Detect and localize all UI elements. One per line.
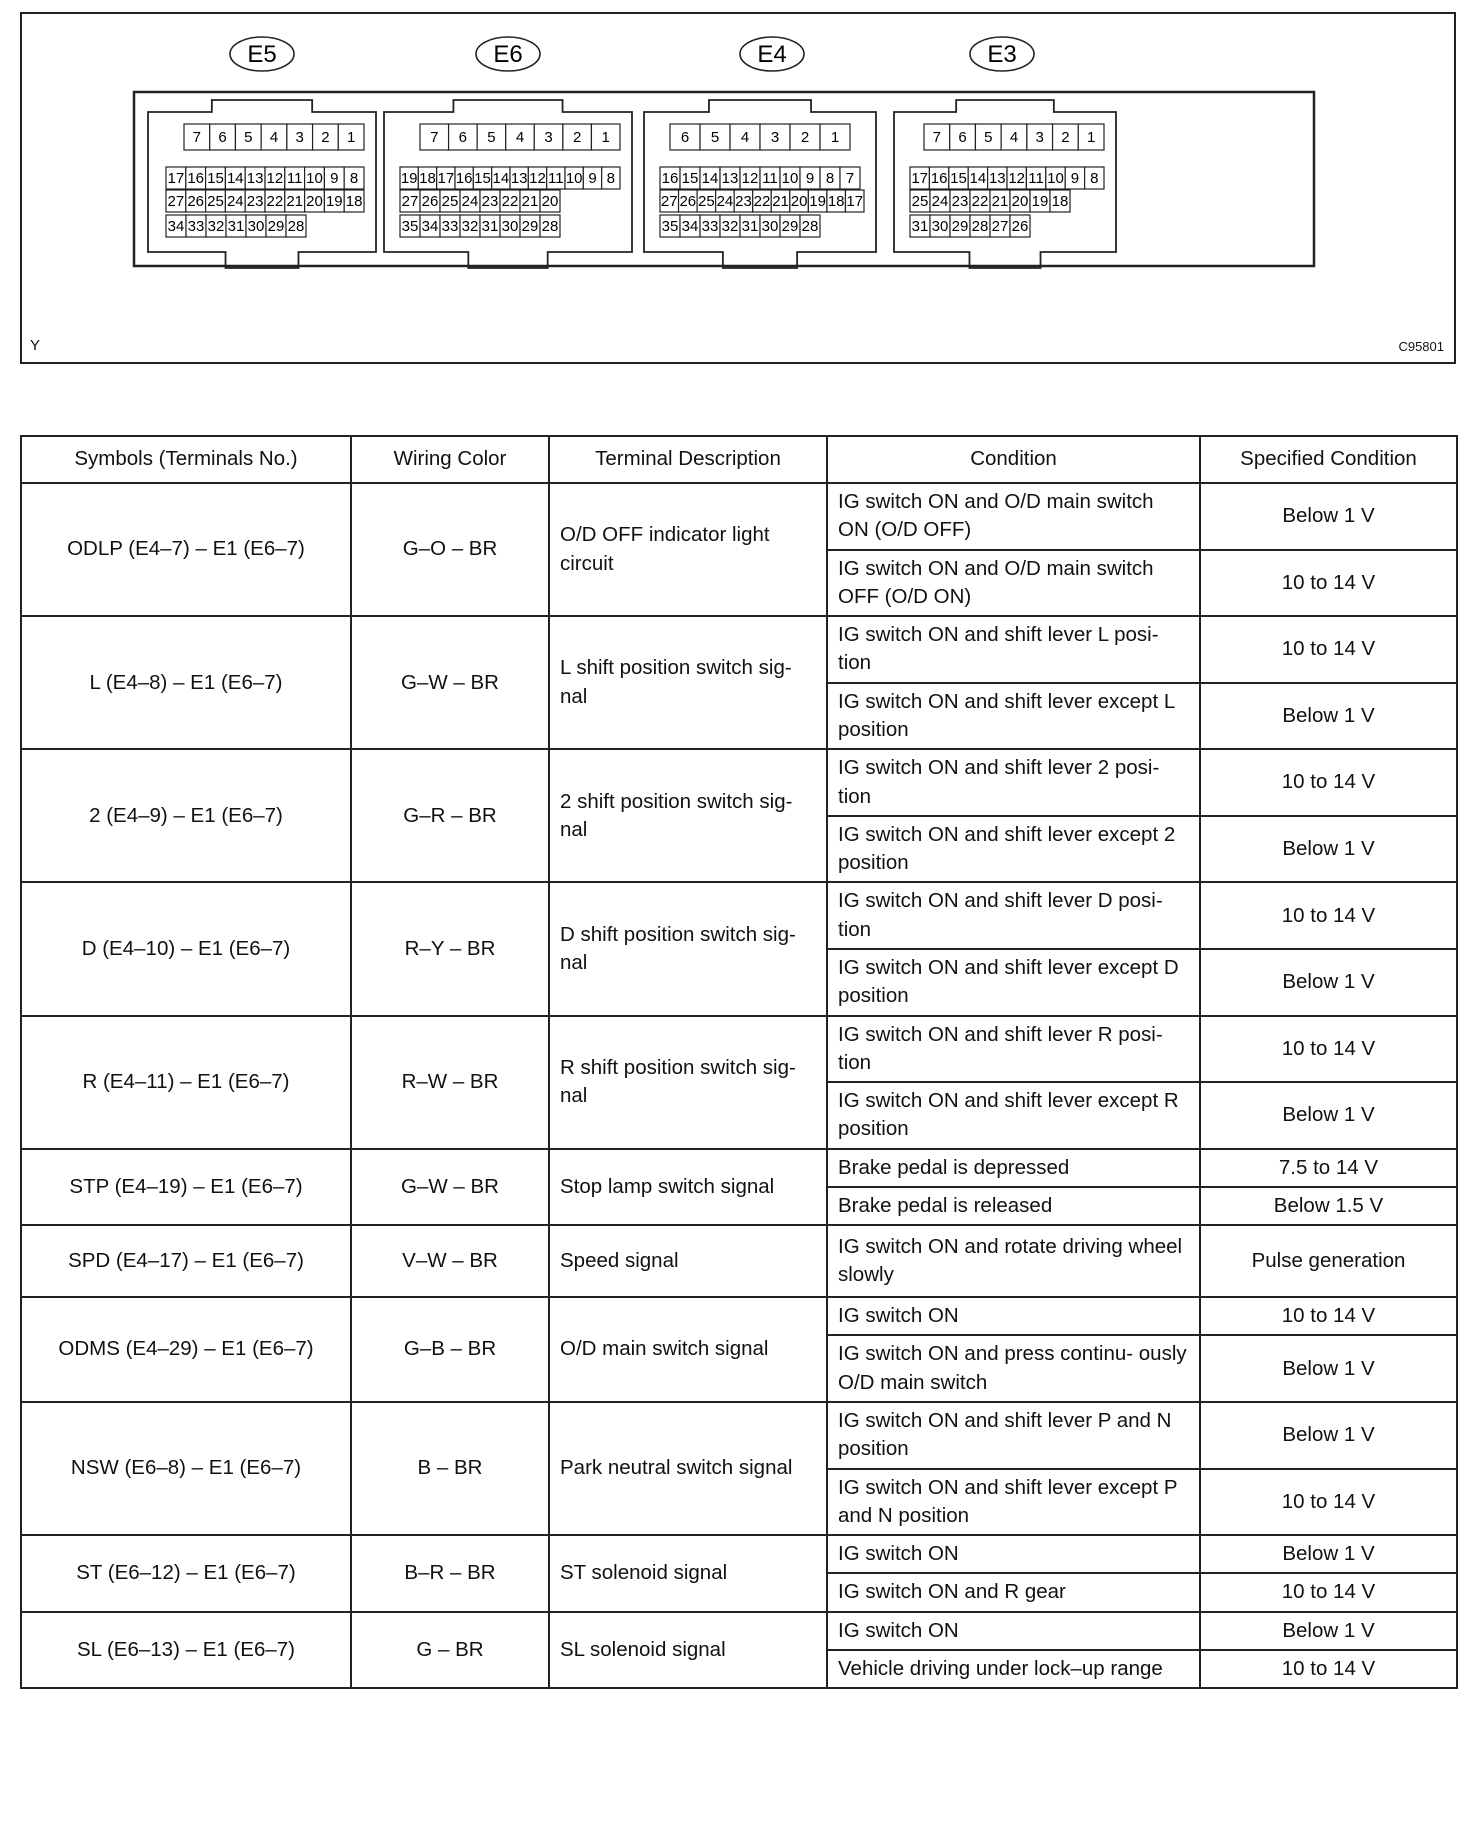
cell-terminal-description: ST solenoid signal <box>549 1535 827 1612</box>
pin-number: 20 <box>541 193 559 210</box>
pin-number: 19 <box>1031 193 1049 210</box>
view-marker: Y <box>30 337 41 354</box>
pin-number: 23 <box>481 193 499 210</box>
cell-symbol: R (E4–11) – E1 (E6–7) <box>21 1016 351 1149</box>
pin-number: 16 <box>187 170 205 187</box>
pin-number: 34 <box>421 218 439 235</box>
pin-number: 27 <box>401 193 419 210</box>
pin-number: 2 <box>800 129 810 146</box>
pin-number: 4 <box>515 129 525 146</box>
cell-symbol: ODLP (E4–7) – E1 (E6–7) <box>21 483 351 616</box>
table-row <box>21 1225 1457 1297</box>
cell-specified-condition: 10 to 14 V <box>1200 616 1457 683</box>
pin-number: 11 <box>1028 170 1044 187</box>
cell-terminal-description: Stop lamp switch signal <box>549 1149 827 1226</box>
table-row <box>21 1612 1457 1650</box>
pin-number: 11 <box>762 170 778 187</box>
pin-number: 6 <box>958 129 967 146</box>
cell-terminal-description: Speed signal <box>549 1225 827 1297</box>
connector-e6 <box>384 37 632 268</box>
cell-specified-condition: Pulse generation <box>1200 1225 1457 1297</box>
pin-number: 10 <box>781 170 799 187</box>
pin-number: 31 <box>227 218 245 235</box>
pin-number: 4 <box>269 129 279 146</box>
cell-symbol: L (E4–8) – E1 (E6–7) <box>21 616 351 749</box>
cell-condition: Vehicle driving under lock–up range <box>827 1650 1200 1688</box>
cell-specified-condition: Below 1.5 V <box>1200 1187 1457 1225</box>
cell-condition: IG switch ON and shift lever except P and N position <box>827 1469 1200 1536</box>
connector-e3 <box>894 37 1116 268</box>
cell-specified-condition: 10 to 14 V <box>1200 1469 1457 1536</box>
cell-condition: IG switch ON and shift lever P and N position <box>827 1402 1200 1469</box>
pin-number: 8 <box>349 170 359 187</box>
pin-number: 14 <box>492 170 510 187</box>
pin-number: 14 <box>701 170 719 187</box>
cell-specified-condition: Below 1 V <box>1200 1082 1457 1149</box>
table-row <box>21 616 1457 683</box>
cell-condition: IG switch ON and O/D main switch ON (O/D OFF) <box>827 483 1200 550</box>
header-symbols: Symbols (Terminals No.) <box>21 436 351 483</box>
cell-specified-condition: 10 to 14 V <box>1200 550 1457 617</box>
table-row <box>21 1297 1457 1335</box>
pin-number: 5 <box>487 129 496 146</box>
pin-number: 3 <box>544 129 553 146</box>
pin-number: 24 <box>716 193 734 210</box>
pin-number: 9 <box>330 170 339 187</box>
pin-number: 2 <box>321 129 330 146</box>
pin-number: 27 <box>660 193 678 210</box>
connector-e4 <box>644 37 876 268</box>
cell-condition: IG switch ON and R gear <box>827 1573 1200 1611</box>
connector-label: E3 <box>987 41 1017 68</box>
pin-number: 6 <box>680 129 690 146</box>
pin-number: 10 <box>565 170 583 187</box>
header-terminal-description: Terminal Description <box>549 436 827 483</box>
pin-number: 10 <box>306 170 323 187</box>
pin-number: 14 <box>226 170 244 187</box>
cell-terminal-description: 2 shift position switch sig- nal <box>549 749 827 882</box>
pin-number: 5 <box>710 129 720 146</box>
pin-number: 22 <box>753 193 771 210</box>
pin-number: 3 <box>295 129 304 146</box>
pin-number: 22 <box>971 193 989 210</box>
cell-condition: IG switch ON <box>827 1612 1200 1650</box>
pin-number: 9 <box>588 170 597 187</box>
table-row <box>21 1016 1457 1083</box>
pin-number: 3 <box>770 129 780 146</box>
pin-number: 15 <box>950 170 967 187</box>
pin-number: 29 <box>951 218 969 235</box>
pin-number: 20 <box>790 193 808 210</box>
cell-condition: Brake pedal is depressed <box>827 1149 1200 1187</box>
pin-number: 9 <box>1070 170 1080 187</box>
pin-number: 17 <box>846 193 864 210</box>
cell-terminal-description: L shift position switch sig- nal <box>549 616 827 749</box>
cell-symbol: STP (E4–19) – E1 (E6–7) <box>21 1149 351 1226</box>
table-header-row <box>21 436 1457 483</box>
pin-number: 17 <box>437 170 455 187</box>
cell-wiring-color: G–R – BR <box>351 749 549 882</box>
table-row <box>21 1149 1457 1187</box>
pin-number: 17 <box>167 170 185 187</box>
pin-number: 27 <box>167 193 185 210</box>
cell-specified-condition: Below 1 V <box>1200 683 1457 750</box>
table-row <box>21 1535 1457 1573</box>
terminal-spec-table <box>20 435 1458 1689</box>
pin-number: 31 <box>481 218 499 235</box>
pin-number: 16 <box>455 170 473 187</box>
cell-wiring-color: G–W – BR <box>351 1149 549 1226</box>
pin-number: 22 <box>266 193 284 210</box>
pin-number: 26 <box>679 193 697 210</box>
cell-specified-condition: Below 1 V <box>1200 1612 1457 1650</box>
pin-number: 12 <box>529 170 546 187</box>
pin-number: 11 <box>548 170 564 187</box>
cell-condition: IG switch ON <box>827 1297 1200 1335</box>
pin-number: 12 <box>266 170 284 187</box>
header-wiring-color: Wiring Color <box>351 436 549 483</box>
pin-number: 18 <box>827 193 845 210</box>
cell-specified-condition: 10 to 14 V <box>1200 1016 1457 1083</box>
cell-condition: IG switch ON and shift lever except 2 position <box>827 816 1200 883</box>
pin-number: 33 <box>441 218 459 235</box>
cell-terminal-description: O/D main switch signal <box>549 1297 827 1402</box>
pin-number: 31 <box>741 218 759 235</box>
pin-number: 16 <box>661 170 679 187</box>
cell-wiring-color: V–W – BR <box>351 1225 549 1297</box>
pin-number: 24 <box>461 193 479 210</box>
pin-number: 7 <box>845 170 855 187</box>
pin-number: 1 <box>346 129 356 146</box>
cell-wiring-color: G – BR <box>351 1612 549 1689</box>
pin-number: 35 <box>661 218 679 235</box>
cell-condition: IG switch ON and shift lever 2 posi- tion <box>827 749 1200 816</box>
cell-terminal-description: SL solenoid signal <box>549 1612 827 1689</box>
pin-number: 23 <box>735 193 752 210</box>
cell-specified-condition: 7.5 to 14 V <box>1200 1149 1457 1187</box>
cell-wiring-color: B – BR <box>351 1402 549 1535</box>
pin-number: 2 <box>1061 129 1070 146</box>
cell-condition: IG switch ON and rotate driving wheel slowly <box>827 1225 1200 1297</box>
cell-terminal-description: Park neutral switch signal <box>549 1402 827 1535</box>
connector-e5 <box>148 37 376 268</box>
pin-number: 28 <box>287 218 305 235</box>
cell-symbol: D (E4–10) – E1 (E6–7) <box>21 882 351 1015</box>
cell-terminal-description: O/D OFF indicator light circuit <box>549 483 827 616</box>
cell-symbol: SPD (E4–17) – E1 (E6–7) <box>21 1225 351 1297</box>
pin-number: 5 <box>244 129 253 146</box>
pin-number: 30 <box>501 218 519 235</box>
pin-number: 32 <box>207 218 225 235</box>
pin-number: 22 <box>501 193 519 210</box>
pin-number: 12 <box>1008 170 1026 187</box>
cell-condition: IG switch ON and shift lever L posi- tion <box>827 616 1200 683</box>
cell-condition: IG switch ON and O/D main switch OFF (O/D ON) <box>827 550 1200 617</box>
connector-diagram <box>20 12 1456 364</box>
cell-specified-condition: 10 to 14 V <box>1200 882 1457 949</box>
pin-number: 7 <box>430 129 439 146</box>
cell-wiring-color: G–W – BR <box>351 616 549 749</box>
connector-label: E5 <box>247 41 277 68</box>
cell-condition: IG switch ON and shift lever except R position <box>827 1082 1200 1149</box>
pin-number: 34 <box>681 218 699 235</box>
pin-number: 20 <box>306 193 323 210</box>
cell-specified-condition: 10 to 14 V <box>1200 1297 1457 1335</box>
cell-symbol: 2 (E4–9) – E1 (E6–7) <box>21 749 351 882</box>
pin-number: 33 <box>187 218 205 235</box>
cell-specified-condition: 10 to 14 V <box>1200 749 1457 816</box>
cell-condition: Brake pedal is released <box>827 1187 1200 1225</box>
pin-number: 18 <box>1051 193 1069 210</box>
table-row <box>21 1402 1457 1469</box>
pin-number: 33 <box>701 218 719 235</box>
pin-number: 30 <box>761 218 779 235</box>
pin-number: 25 <box>698 193 715 210</box>
header-specified-condition: Specified Condition <box>1200 436 1457 483</box>
pin-number: 11 <box>286 170 303 187</box>
pin-number: 12 <box>741 170 759 187</box>
cell-condition: IG switch ON <box>827 1535 1200 1573</box>
pin-number: 9 <box>805 170 815 187</box>
pin-number: 4 <box>1009 129 1019 146</box>
pin-number: 32 <box>461 218 479 235</box>
cell-condition: IG switch ON and shift lever except L position <box>827 683 1200 750</box>
pin-number: 21 <box>991 193 1009 210</box>
pin-number: 26 <box>187 193 205 210</box>
cell-symbol: NSW (E6–8) – E1 (E6–7) <box>21 1402 351 1535</box>
pin-number: 1 <box>830 129 840 146</box>
pin-number: 26 <box>421 193 439 210</box>
cell-specified-condition: Below 1 V <box>1200 1402 1457 1469</box>
cell-specified-condition: 10 to 14 V <box>1200 1650 1457 1688</box>
cell-symbol: ODMS (E4–29) – E1 (E6–7) <box>21 1297 351 1402</box>
pin-number: 35 <box>401 218 419 235</box>
cell-condition: IG switch ON and shift lever except D position <box>827 949 1200 1016</box>
pin-number: 29 <box>781 218 799 235</box>
pin-number: 32 <box>721 218 739 235</box>
pin-number: 1 <box>601 129 610 146</box>
pin-number: 21 <box>772 193 789 210</box>
pin-number: 28 <box>971 218 989 235</box>
cell-specified-condition: Below 1 V <box>1200 1535 1457 1573</box>
pin-number: 16 <box>930 170 948 187</box>
pin-number: 15 <box>681 170 699 187</box>
pin-number: 8 <box>825 170 835 187</box>
pin-number: 17 <box>911 170 929 187</box>
pin-number: 1 <box>1086 129 1096 146</box>
pin-number: 34 <box>167 218 185 235</box>
cell-wiring-color: B–R – BR <box>351 1535 549 1612</box>
table-row <box>21 749 1457 816</box>
pin-number: 28 <box>801 218 819 235</box>
header-condition: Condition <box>827 436 1200 483</box>
pin-number: 6 <box>218 129 227 146</box>
cell-condition: IG switch ON and shift lever R posi- tion <box>827 1016 1200 1083</box>
pin-number: 23 <box>246 193 264 210</box>
pin-number: 25 <box>441 193 459 210</box>
pin-number: 30 <box>931 218 949 235</box>
pin-number: 13 <box>988 170 1006 187</box>
pin-number: 15 <box>474 170 491 187</box>
pin-number: 29 <box>267 218 285 235</box>
pin-number: 13 <box>721 170 739 187</box>
cell-wiring-color: G–O – BR <box>351 483 549 616</box>
pin-number: 27 <box>991 218 1009 235</box>
pin-number: 28 <box>541 218 559 235</box>
pin-number: 5 <box>984 129 993 146</box>
pin-number: 13 <box>246 170 264 187</box>
cell-specified-condition: Below 1 V <box>1200 1335 1457 1402</box>
connector-drawing <box>22 14 1454 362</box>
pin-number: 30 <box>247 218 265 235</box>
pin-number: 13 <box>510 170 528 187</box>
pin-number: 6 <box>458 129 468 146</box>
pin-number: 26 <box>1011 218 1029 235</box>
pin-number: 14 <box>969 170 987 187</box>
pin-number: 3 <box>1035 129 1044 146</box>
cell-wiring-color: R–Y – BR <box>351 882 549 1015</box>
pin-number: 10 <box>1047 170 1064 187</box>
cell-wiring-color: R–W – BR <box>351 1016 549 1149</box>
cell-specified-condition: Below 1 V <box>1200 949 1457 1016</box>
table-row <box>21 882 1457 949</box>
pin-number: 23 <box>951 193 969 210</box>
figure-code: C95801 <box>1398 339 1444 354</box>
connector-label: E4 <box>757 41 787 68</box>
cell-symbol: ST (E6–12) – E1 (E6–7) <box>21 1535 351 1612</box>
pin-number: 31 <box>911 218 929 235</box>
pin-number: 19 <box>325 193 343 210</box>
pin-number: 8 <box>1090 170 1099 187</box>
pin-number: 8 <box>606 170 616 187</box>
pin-number: 20 <box>1011 193 1029 210</box>
pin-number: 21 <box>521 193 539 210</box>
table-row <box>21 483 1457 550</box>
pin-number: 25 <box>207 193 224 210</box>
pin-number: 15 <box>207 170 224 187</box>
cell-specified-condition: Below 1 V <box>1200 816 1457 883</box>
pin-number: 18 <box>419 170 436 187</box>
pin-number: 4 <box>740 129 750 146</box>
cell-symbol: SL (E6–13) – E1 (E6–7) <box>21 1612 351 1689</box>
pin-number: 19 <box>400 170 418 187</box>
cell-terminal-description: D shift position switch sig- nal <box>549 882 827 1015</box>
pin-number: 7 <box>192 129 202 146</box>
cell-condition: IG switch ON and press continu- ously O/D main switch <box>827 1335 1200 1402</box>
cell-condition: IG switch ON and shift lever D posi- tion <box>827 882 1200 949</box>
pin-number: 2 <box>572 129 582 146</box>
pin-number: 25 <box>911 193 929 210</box>
pin-number: 7 <box>932 129 942 146</box>
pin-number: 21 <box>286 193 304 210</box>
cell-specified-condition: 10 to 14 V <box>1200 1573 1457 1611</box>
pin-number: 19 <box>809 193 826 210</box>
cell-terminal-description: R shift position switch sig- nal <box>549 1016 827 1149</box>
connector-label: E6 <box>493 41 523 68</box>
cell-wiring-color: G–B – BR <box>351 1297 549 1402</box>
pin-number: 29 <box>521 218 539 235</box>
cell-specified-condition: Below 1 V <box>1200 483 1457 550</box>
pin-number: 24 <box>226 193 244 210</box>
pin-number: 18 <box>345 193 363 210</box>
pin-number: 24 <box>931 193 949 210</box>
